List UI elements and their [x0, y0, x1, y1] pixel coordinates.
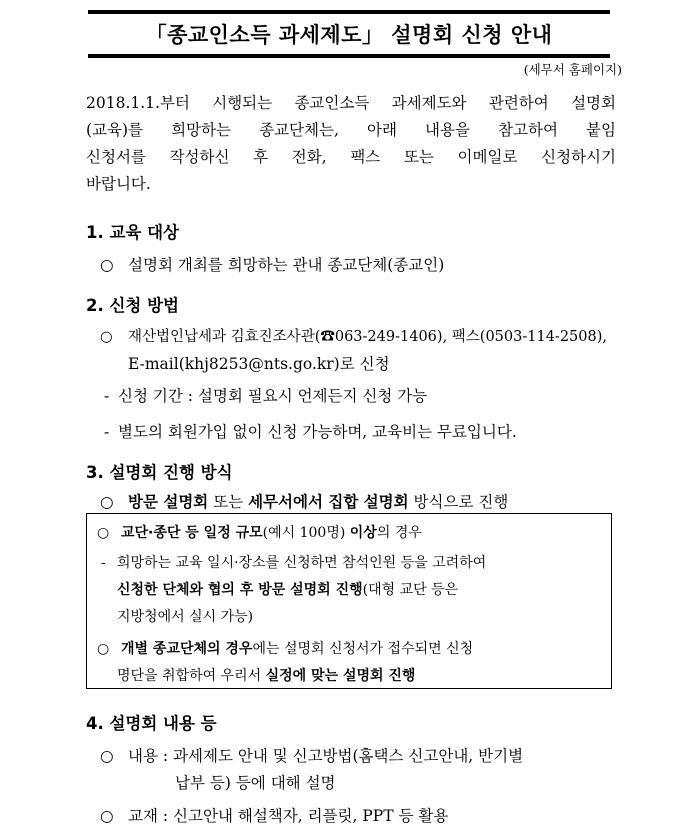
- intro-line: 2018.1.1.부터 시행되는 종교인소득 과세제도와 관련하여 설명회: [86, 94, 616, 112]
- circle-bullet: ○: [100, 747, 114, 765]
- section-2-dash-item: [104, 384, 427, 406]
- section-2-contact-text: 재산법인납세과 김효진조사관(☎063-249-1406), 팩스(0503-114-2508),: [128, 329, 607, 345]
- dash-bullet: -: [104, 423, 110, 441]
- box-text: 교단·종단 등 일정 규모: [121, 525, 263, 541]
- section-2-dash-text: 별도의 회원가입 없이 신청 가능하며, 교육비는 무료입니다.: [118, 423, 517, 441]
- intro-line: 신청서를 작성하신 후 전화, 팩스 또는 이메일로 신청하시기: [86, 148, 616, 166]
- section-2-item: [100, 325, 607, 346]
- method-suffix-text: 방식으로 진행: [408, 493, 509, 511]
- section-4-item: [100, 744, 523, 766]
- group-session-text: 세무서에서 집합 설명회: [248, 493, 409, 511]
- box-line-3: [117, 579, 458, 599]
- visit-session-text: 방문 설명회: [128, 493, 209, 511]
- method-detail-box: [86, 513, 612, 689]
- intro-line: 바랍니다.: [86, 175, 151, 193]
- circle-bullet: ○: [97, 641, 110, 657]
- circle-bullet: ○: [100, 493, 114, 511]
- circle-bullet: ○: [97, 525, 110, 541]
- section-4-heading: 4. 설명회 내용 등: [86, 714, 217, 733]
- connector-text: 또는: [208, 493, 249, 511]
- section-1-item-text: 설명회 개최를 희망하는 관내 종교단체(종교인): [128, 256, 445, 274]
- box-text: 명단을 취합하여 우리서: [117, 668, 266, 684]
- dash-bullet: -: [104, 387, 110, 405]
- box-text: 의 경우: [376, 525, 422, 541]
- box-text: 이상: [349, 525, 377, 541]
- section-4-item-text: 교재 : 신고안내 해설책자, 리플릿, PPT 등 활용: [128, 807, 449, 825]
- section-4-item-text: 내용 : 과세제도 안내 및 신고방법(홈택스 신고안내, 반기별: [128, 747, 524, 765]
- circle-bullet: ○: [100, 256, 114, 274]
- circle-bullet: ○: [100, 807, 114, 825]
- page-title-text: 「종교인소득 과세제도」 설명회 신청 안내: [145, 23, 553, 47]
- intro-paragraph: [86, 90, 616, 198]
- section-4-item-continued: 납부 등) 등에 대해 설명: [175, 774, 336, 792]
- box-text: 개별 종교단체의 경우: [121, 641, 253, 657]
- section-1-heading: 1. 교육 대상: [86, 223, 179, 242]
- box-text: 희망하는 교육 일시·장소를 신청하면 참석인원 등을 고려하여: [117, 555, 487, 571]
- section-2-dash-text: 신청 기간 : 설명회 필요시 언제든지 신청 가능: [118, 387, 428, 405]
- section-3-item: [100, 490, 508, 512]
- box-text: (대형 교단 등은: [362, 582, 459, 598]
- box-line-5: [97, 638, 473, 658]
- box-text: 신청한 단체와 협의 후 방문 설명회 진행: [117, 582, 363, 598]
- page-title: [88, 10, 610, 58]
- dash-bullet: -: [101, 555, 106, 571]
- box-text: 실정에 맞는 설명회 진행: [265, 668, 416, 684]
- section-2-email-line: E-mail(khj8253@nts.go.kr)로 신청: [128, 355, 390, 373]
- section-4-item: [100, 804, 448, 826]
- box-text: (예시 100명): [262, 525, 350, 541]
- section-1-item: [100, 253, 444, 275]
- box-line-2: [101, 552, 486, 572]
- circle-bullet: ○: [100, 329, 113, 345]
- source-note: (세무서 홈페이지): [523, 62, 622, 77]
- section-2-dash-item: [104, 420, 517, 442]
- box-text: 에는 설명회 신청서가 접수되면 신청: [252, 641, 474, 657]
- intro-line: (교육)를 희망하는 종교단체는, 아래 내용을 참고하여 붙임: [86, 121, 616, 139]
- section-3-heading: 3. 설명회 진행 방식: [86, 463, 233, 482]
- box-line-6: [117, 665, 415, 685]
- box-line-1: [97, 522, 422, 542]
- box-line-4: 지방청에서 실시 가능): [117, 609, 254, 625]
- section-2-heading: 2. 신청 방법: [86, 296, 179, 315]
